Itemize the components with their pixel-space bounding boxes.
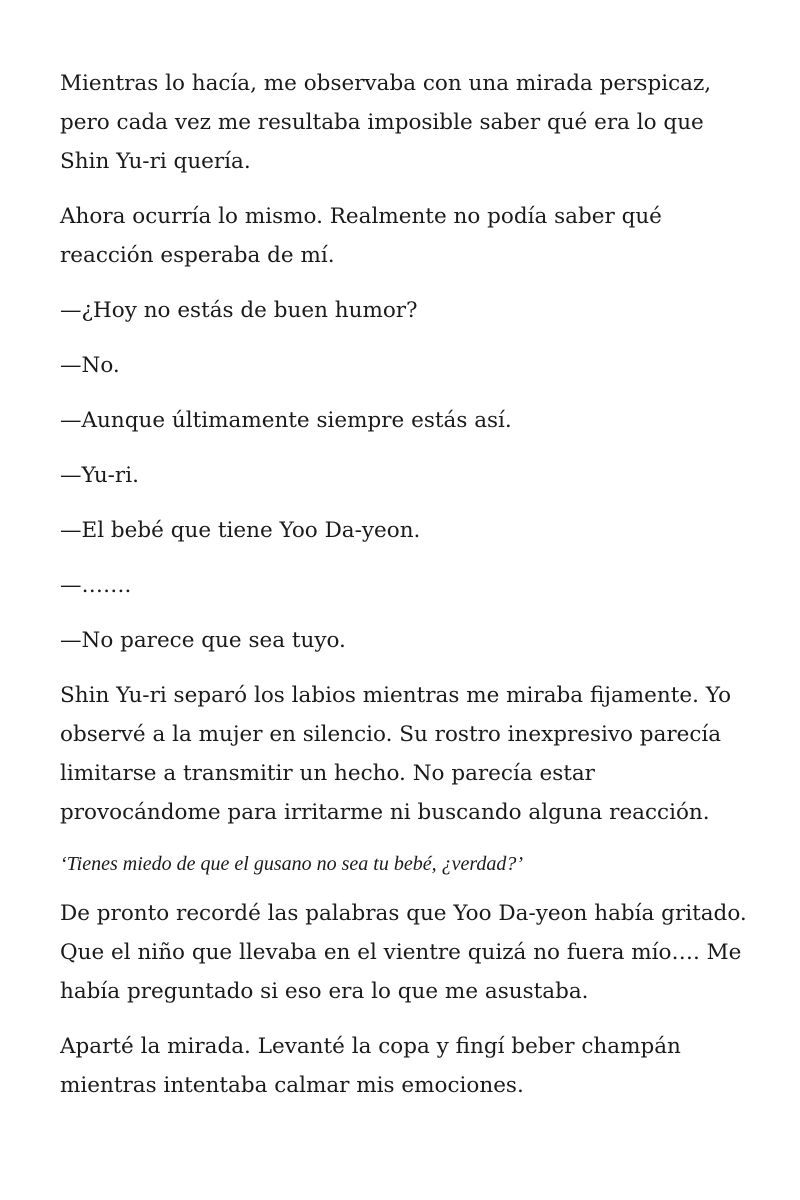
dialogue-line: —Aunque últimamente siempre estás así. [60,408,512,433]
paragraph: Aparté la mirada. Levanté la copa y fingí beber champán mientras intentaba calmar mis emociones. [60,1034,681,1098]
paragraph: De pronto recordé las palabras que Yoo Da-yeon había gritado. Que el niño que llevaba en el vientre quizá no fuera mío…. Me había preguntado si eso era lo que me asustaba. [60,901,747,1004]
dialogue-line: —¿Hoy no estás de buen humor? [60,298,418,323]
paragraph: Ahora ocurría lo mismo. Realmente no podía saber qué reacción esperaba de mí. [60,204,662,268]
dialogue-line: —Yu-ri. [60,463,139,488]
paragraph: Shin Yu-ri separó los labios mientras me miraba fijamente. Yo observé a la mujer en silencio. Su rostro inexpresivo parecía limitarse a transmitir un hecho. No parecía estar provocándome para irritarme ni buscando alguna reacción. [60,683,732,825]
dialogue-line: —……. [60,573,132,598]
paragraph: Mientras lo hacía, me observaba con una mirada perspicaz, pero cada vez me resultaba imposible saber qué era lo que Shin Yu-ri quería. [60,71,712,174]
dialogue-line: —No. [60,353,120,378]
book-page [60,64,750,1121]
italic-quote: ‘Tienes miedo de que el gusano no sea tu bebé, ¿verdad?’ [60,853,524,875]
dialogue-line: —El bebé que tiene Yoo Da-yeon. [60,518,421,543]
dialogue-line: —No parece que sea tuyo. [60,628,346,653]
